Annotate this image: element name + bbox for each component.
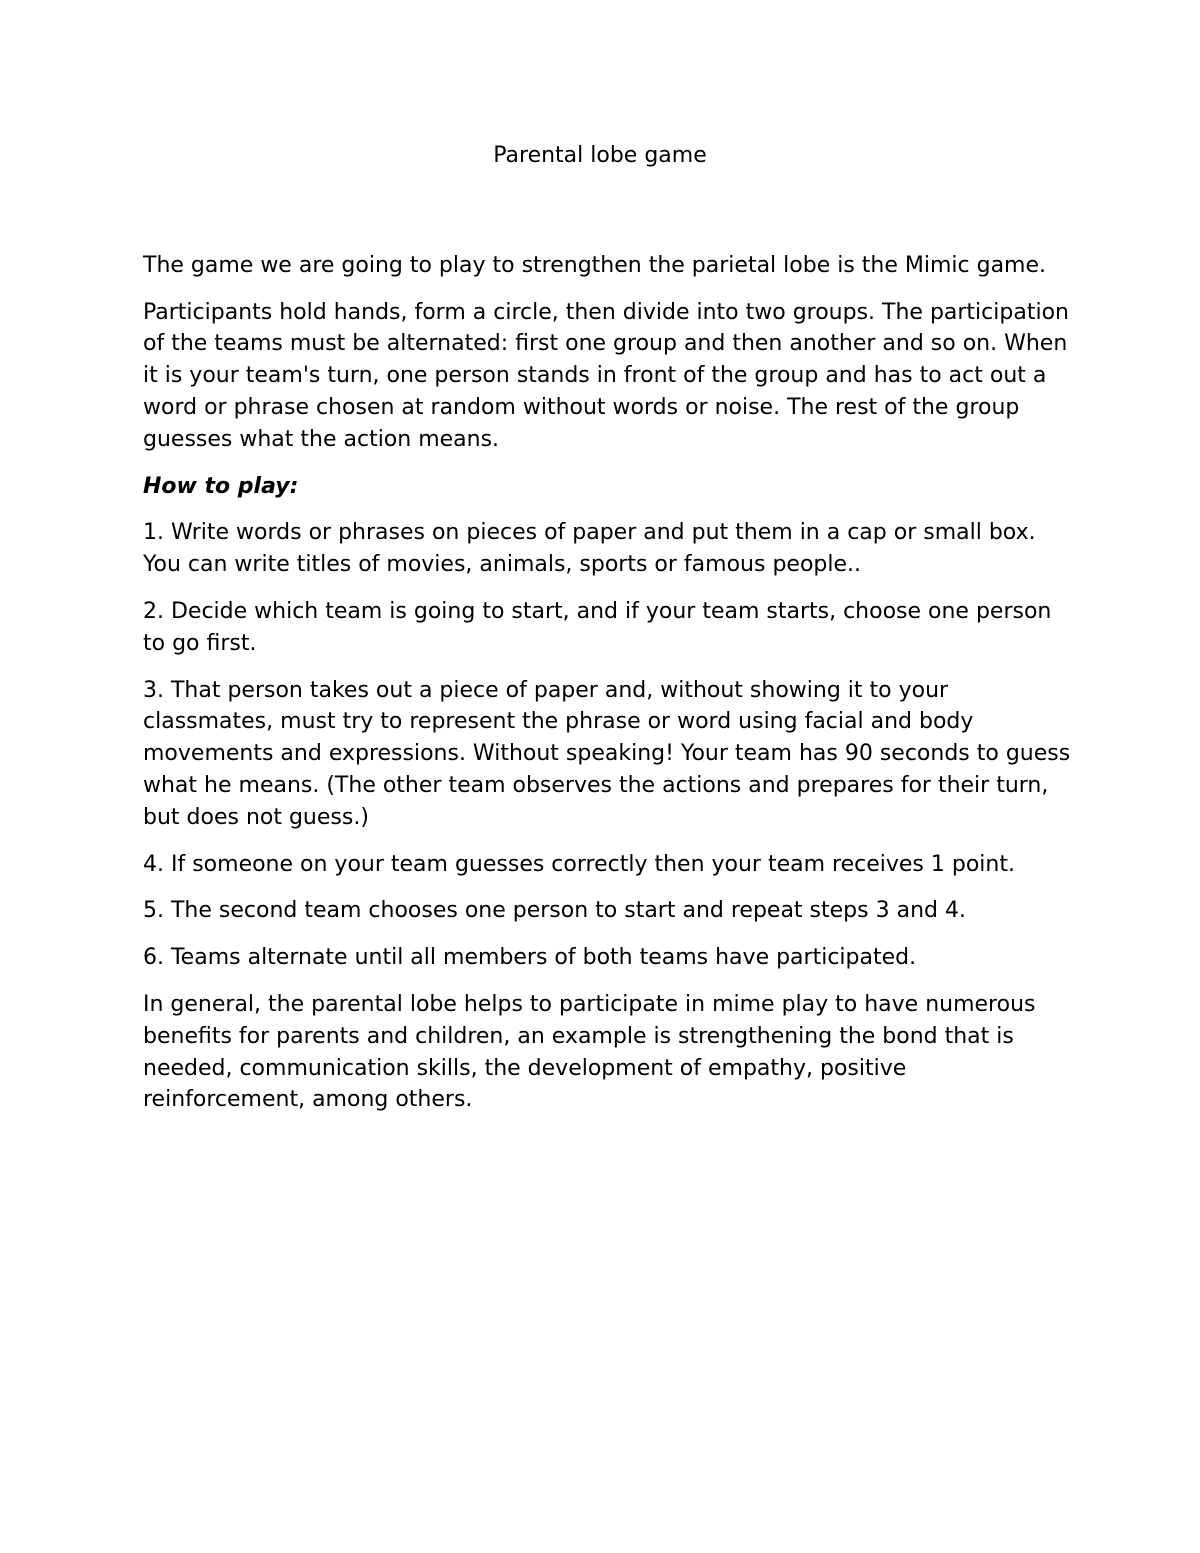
- document-body: [143, 140, 1073, 1131]
- document-title: Parental lobe game: [493, 143, 707, 168]
- step-3: 3. That person takes out a piece of paper and, without showing it to your classmates, must try to represent the phrase or word using facial and body movements and expressions. Without speaking! Your team has 90 seconds to guess what he means. (The other team observes the actions and prepares for their turn, but does not guess.): [143, 677, 1071, 830]
- intro-paragraph: The game we are going to play to strengthen the parietal lobe is the Mimic game.: [143, 252, 1047, 278]
- step-4: 4. If someone on your team guesses correctly then your team receives 1 point.: [143, 851, 1015, 877]
- how-to-play-heading: How to play:: [143, 473, 299, 499]
- step-5: 5. The second team chooses one person to start and repeat steps 3 and 4.: [143, 898, 966, 924]
- step-2: 2. Decide which team is going to start, and if your team starts, choose one person to go first.: [143, 598, 1052, 656]
- description-paragraph: Participants hold hands, form a circle, then divide into two groups. The participation of the teams must be alternated: first one group and then another and so on. When it is your team's turn, one person stands in front of the group and has to act out a word or phrase chosen at random without words or noise. The rest of the group guesses what the action means.: [143, 299, 1069, 452]
- step-6: 6. Teams alternate until all members of both teams have participated.: [143, 945, 917, 971]
- conclusion-paragraph: In general, the parental lobe helps to participate in mime play to have numerous benefits for parents and children, an example is strengthening the bond that is needed, communication skills, the development of empathy, positive reinforcement, among others.: [143, 991, 1036, 1113]
- step-1: 1. Write words or phrases on pieces of paper and put them in a cap or small box. You can write titles of movies, animals, sports or famous people..: [143, 520, 1036, 578]
